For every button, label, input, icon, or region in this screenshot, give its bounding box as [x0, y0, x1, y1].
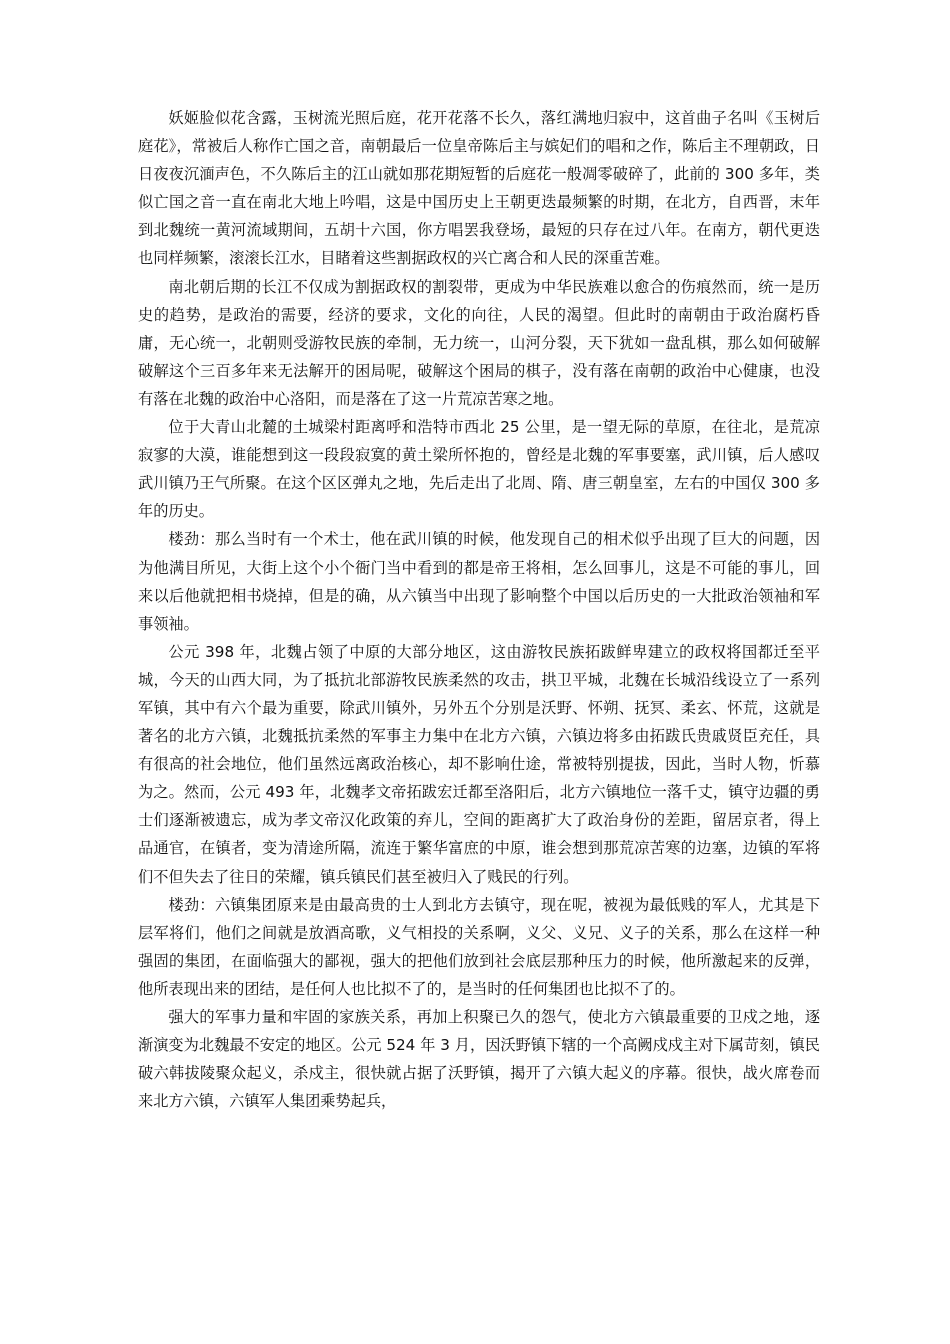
paragraph: 楼劲：六镇集团原来是由最高贵的士人到北方去镇守，现在呢，被视为最低贱的军人，尤其是下层军将们，他们之间就是放酒高歌，义气相投的关系啊，义父、义兄、义子的关系，那么在这样一种强固的集团，在面临强大的鄙视，强大的把他们放到社会底层那种压力的时候，他所激起来的反弹，他所表现出来的团结，是任何人也比拟不了的，是当时的任何集团也比拟不了的。 — [138, 895, 820, 998]
paragraph: 强大的军事力量和牢固的家族关系，再加上积聚已久的怨气，使北方六镇最重要的卫戍之地，逐渐演变为北魏最不安定的地区。公元 524 年 3 月，因沃野镇下辖的一个高阙戍戍主对下属苛刻，镇民破六韩拔陵聚众起义，杀戍主，很快就占据了沃野镇，揭开了六镇大起义的序幕。很快，战火席卷而来北方六镇，六镇军人集团乘势起兵， — [138, 1008, 820, 1111]
document-body — [138, 104, 820, 1115]
paragraph: 公元 398 年，北魏占领了中原的大部分地区，这由游牧民族拓跋鲜卑建立的政权将国都迁至平城，今天的山西大同，为了抵抗北部游牧民族柔然的攻击，拱卫平城，北魏在长城沿线设立了一系列军镇，其中有六个最为重要，除武川镇外，另外五个分别是沃野、怀朔、抚冥、柔玄、怀荒，这就是著名的北方六镇，北魏抵抗柔然的军事主力集中在北方六镇，六镇边将多由拓跋氏贵戚贤臣充任，具有很高的社会地位，他们虽然远离政治核心，却不影响仕途，常被特别提拔，因此，当时人物，忻慕为之。然而，公元 493 年，北魏孝文帝拓跋宏迁都至洛阳后，北方六镇地位一落千丈，镇守边疆的勇士们逐渐被遗忘，成为孝文帝汉化政策的弃儿，空间的距离扩大了政治身份的差距，留居京者，得上品通官，在镇者，变为清途所隔，流连于繁华富庶的中原，谁会想到那荒凉苦寒的边塞，边镇的军将们不但失去了往日的荣耀，镇兵镇民们甚至被归入了贱民的行列。 — [138, 642, 820, 886]
paragraph: 楼劲：那么当时有一个术士，他在武川镇的时候，他发现自己的相术似乎出现了巨大的问题，因为他满目所见，大街上这个小个衙门当中看到的都是帝王将相，怎么回事儿，这是不可能的事儿，回来以后他就把相书烧掉，但是的确，从六镇当中出现了影响整个中国以后历史的一大批政治领袖和军事领袖。 — [138, 530, 820, 633]
paragraph: 南北朝后期的长江不仅成为割据政权的割裂带，更成为中华民族难以愈合的伤痕然而，统一是历史的趋势，是政治的需要，经济的要求，文化的向往，人民的渴望。但此时的南朝由于政治腐朽昏庸，无心统一，北朝则受游牧民族的牵制，无力统一，山河分裂，天下犹如一盘乱棋，那么如何破解破解这个三百多年来无法解开的困局呢，破解这个困局的棋子，没有落在南朝的政治中心健康，也没有落在北魏的政治中心洛阳，而是落在了这一片荒凉苦寒之地。 — [138, 277, 820, 408]
paragraph: 妖姬脸似花含露，玉树流光照后庭，花开花落不长久，落红满地归寂中，这首曲子名叫《玉树后庭花》，常被后人称作亡国之音，南朝最后一位皇帝陈后主与嫔妃们的唱和之作，陈后主不理朝政，日日夜夜沉湎声色，不久陈后主的江山就如那花期短暂的后庭花一般凋零破碎了，此前的 300 多年，类似亡国之音一直在南北大地上吟唱，这是中国历史上王朝更迭最频繁的时期，在北方，自西晋，末年到北魏统一黄河流域期间，五胡十六国，你方唱罢我登场，最短的只存在过八年。在南方，朝代更迭也同样频繁，滚滚长江水，目睹着这些割据政权的兴亡离合和人民的深重苦难。 — [138, 109, 820, 268]
paragraph: 位于大青山北麓的土城梁村距离呼和浩特市西北 25 公里，是一望无际的草原，在往北，是荒凉寂寥的大漠，谁能想到这一段段寂寞的黄土梁所怀抱的，曾经是北魏的军事要塞，武川镇，后人感叹武川镇乃王气所聚。在这个区区弹丸之地，先后走出了北周、隋、唐三朝皇室，左右的中国仅 300 多年的历史。 — [138, 418, 820, 521]
